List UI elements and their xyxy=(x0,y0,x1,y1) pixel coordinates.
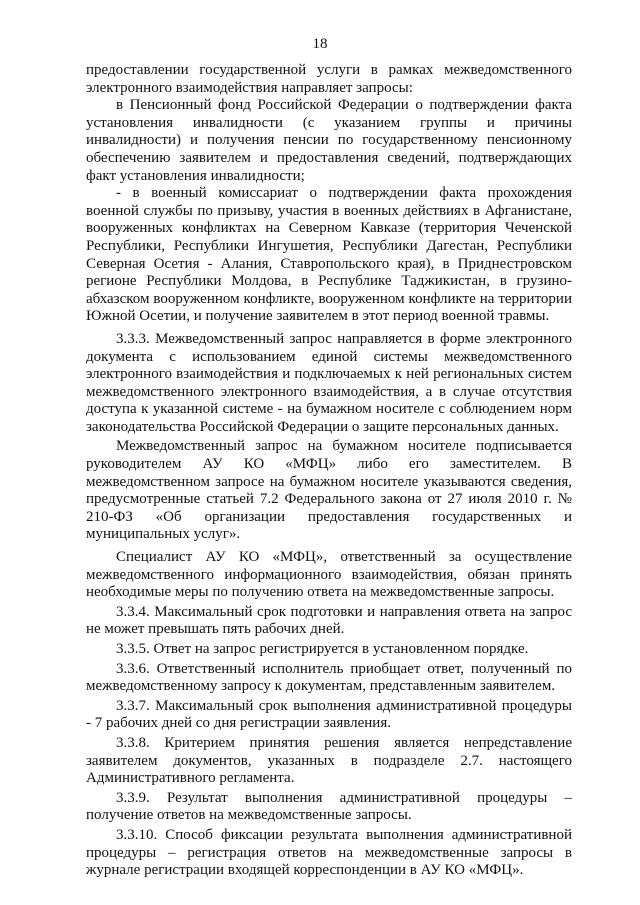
paragraph-3-3-4: 3.3.4. Максимальный срок подготовки и направления ответа на запрос не может превышать пять рабочих дней. xyxy=(86,603,572,638)
paragraph-3-3-8: 3.3.8. Критерием принятия решения является непредставление заявителем документов, указанных в подразделе 2.7. настоящего Административного регламента. xyxy=(86,734,572,787)
paragraph-specialist-duty: Специалист АУ КО «МФЦ», ответственный за осуществление межведомственного информационного взаимодействия, обязан принять необходимые меры по получению ответа на межведомственные запросы. xyxy=(86,549,572,601)
paragraph-3-3-9: 3.3.9. Результат выполнения административной процедуры – получение ответов на межведомственные запросы. xyxy=(86,789,572,824)
paragraph-paper-request-signing: Межведомственный запрос на бумажном носителе подписывается руководителем АУ КО «МФЦ» либо его заместителем. В межведомственном запросе на бумажном носителе указываются сведения, предусмотренные статьей 7.2 Федерального закона от 27 июля 2010 г. № 210-ФЗ «Об организации предоставления государственных и муниципальных услуг». xyxy=(86,438,572,543)
paragraph-pension-fund-request: в Пенсионный фонд Российской Федерации о подтверждении факта установления инвалидности (с указанием группы и причины инвалидности) и получения пенсии по государственному пенсионному обеспечению заявителем и предоставления сведений, подтверждающих факт установления инвалидности; xyxy=(86,97,572,184)
paragraph-3-3-7: 3.3.7. Максимальный срок выполнения административной процедуры - 7 рабочих дней со дня регистрации заявления. xyxy=(86,697,572,732)
paragraph-continuation: предоставлении государственной услуги в рамках межведомственного электронного взаимодействия направляет запросы: xyxy=(86,62,572,96)
paragraph-3-3-3: 3.3.3. Межведомственный запрос направляется в форме электронного документа с использованием единой системы межведомственного электронного взаимодействия и подключаемых к ней региональных систем межведомственного электронного взаимодействия, а в случае отсутствия доступа к указанной системе - на бумажном носителе с соблюдением норм законодательства Российской Федерации о защите персональных данных. xyxy=(86,330,572,435)
paragraph-3-3-5: 3.3.5. Ответ на запрос регистрируется в установленном порядке. xyxy=(116,641,529,657)
paragraph-military-commissariat-request: - в военный комиссариат о подтверждении факта прохождения военной службы по призыву, участия в военных действиях в Афганистане, вооруженных конфликтах на Северном Кавказе (территория Чеченской Республики, Республики Ингушетия, Республики Дагестан, Республики Северная Осетия - Алания, Ставропольского края), в Приднестровском регионе Республики Молдова, в Республике Таджикистан, в грузино-абхазском вооруженном конфликте, вооруженном конфликте на территории Южной Осетии, и получение заявителем в этот период военной травмы. xyxy=(86,185,572,325)
document-body xyxy=(86,62,572,880)
paragraph-3-3-6: 3.3.6. Ответственный исполнитель приобщает ответ, полученный по межведомственному запросу к документам, представленным заявителем. xyxy=(86,660,572,695)
page-number: 18 xyxy=(312,36,328,52)
paragraph-3-3-10: 3.3.10. Способ фиксации результата выполнения административной процедуры – регистрация ответов на межведомственные запросы в журнале регистрации входящей корреспонденции в АУ КО «МФЦ». xyxy=(86,826,572,879)
